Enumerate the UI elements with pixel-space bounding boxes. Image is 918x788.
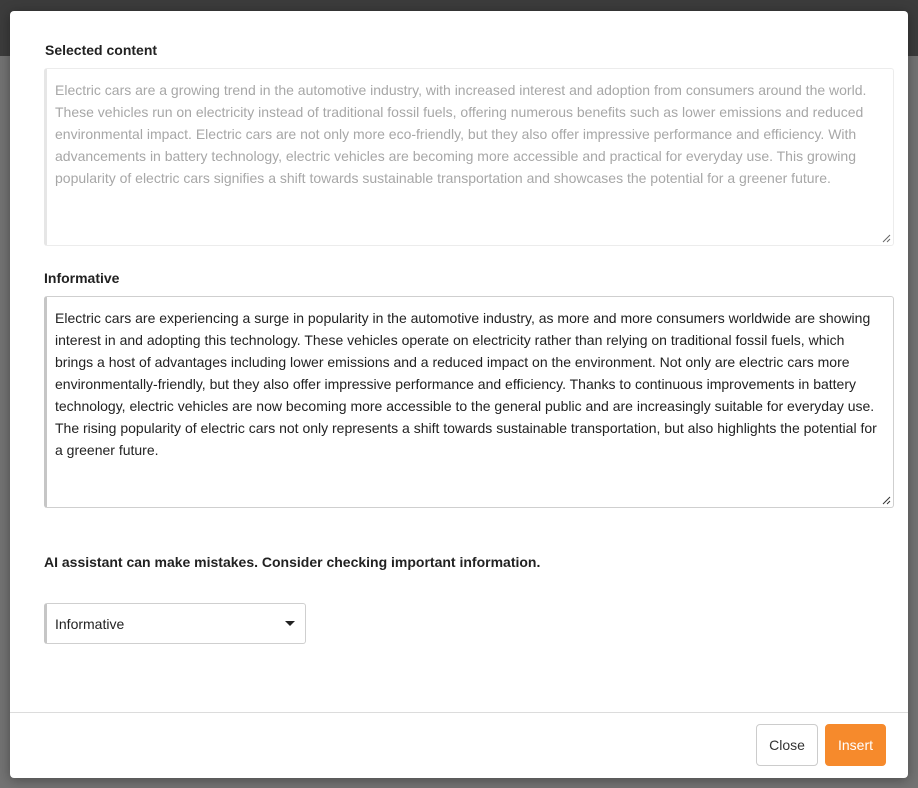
resize-grip-icon[interactable] xyxy=(881,233,891,243)
result-text: Electric cars are experiencing a surge in popularity in the automotive industry, as more and more consumers worldwide are showing interest in and adopting this technology. These vehicles operate on electricity rather than relying on traditional fossil fuels, which brings a host of advantages including lower emissions and a reduced impact on the environment. Not only are electric cars more environmentally-friendly, but they also offer impressive performance and efficiency. Thanks to continuous improvements in battery technology, electric vehicles are now becoming more accessible to the general public and are increasingly suitable for everyday use. The rising popularity of electric cars not only represents a shift towards sustainable transportation, but also highlights the potential for a greener future. xyxy=(55,310,877,458)
selected-content-text: Electric cars are a growing trend in the automotive industry, with increased interest and adoption from consumers around the world. These vehicles run on electricity instead of traditional fossil fuels, offering numerous benefits such as lower emissions and reduced environmental impact. Electric cars are not only more eco-friendly, but they also offer impressive performance and efficiency. With advancements in battery technology, electric vehicles are becoming more accessible and practical for everyday use. This growing popularity of electric cars signifies a shift towards sustainable transportation and showcases the potential for a greener future. xyxy=(55,82,867,186)
selected-content-label: Selected content xyxy=(45,42,158,58)
resize-grip-icon[interactable] xyxy=(881,495,891,505)
result-label: Informative xyxy=(44,270,120,286)
close-button[interactable]: Close xyxy=(756,724,818,766)
tone-select-value: Informative xyxy=(55,615,125,632)
caret-down-icon xyxy=(285,621,295,626)
footer-divider xyxy=(10,712,908,713)
selected-content-textarea[interactable] xyxy=(44,68,894,246)
ai-assistant-dialog xyxy=(10,11,908,778)
insert-button[interactable]: Insert xyxy=(825,724,886,766)
tone-select[interactable] xyxy=(44,603,306,644)
result-textarea[interactable] xyxy=(44,296,894,508)
ai-disclaimer: AI assistant can make mistakes. Consider checking important information. xyxy=(44,554,541,570)
